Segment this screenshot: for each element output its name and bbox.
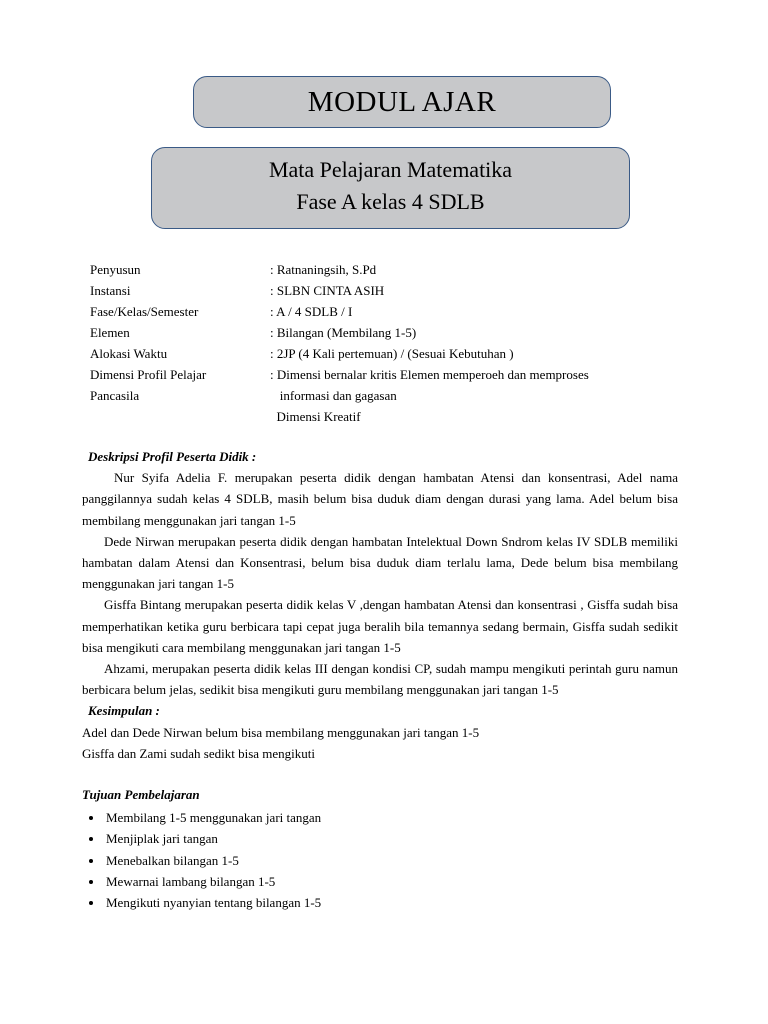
info-value: : A / 4 SDLB / I <box>270 304 353 319</box>
subject-line-1: Mata Pelajaran Matematika <box>268 157 513 182</box>
info-value: : Bilangan (Membilang 1-5) <box>270 325 417 340</box>
title-box <box>193 76 611 128</box>
info-label: Dimensi Profil Pelajar <box>90 367 207 382</box>
deskripsi-paragraph: Ahzami, merupakan peserta didik kelas III dengan kondisi CP, sudah mampu mengikuti perintah guru namun berbicara belum jelas, sedikit bisa mengikuti guru membilang menggunakan jari tangan 1-5 <box>82 661 678 698</box>
info-label: Fase/Kelas/Semester <box>90 304 199 319</box>
subject-line-2: Fase A kelas 4 SDLB <box>296 189 485 214</box>
info-label: Pancasila <box>90 388 140 403</box>
list-item: • Mengikuti nyanyian tentang bilangan 1-5 <box>104 892 678 913</box>
list-item: • Menebalkan bilangan 1-5 <box>104 850 678 871</box>
kesimpulan-line: Gisffa dan Zami sudah sedikt bisa mengikuti <box>82 745 315 761</box>
tujuan-list <box>82 807 678 913</box>
info-label: Elemen <box>90 325 130 340</box>
info-value: : Ratnaningsih, S.Pd <box>270 262 377 277</box>
info-value: informasi dan gagasan <box>270 388 397 403</box>
info-value: : SLBN CINTA ASIH <box>270 283 385 298</box>
deskripsi-heading: Deskripsi Profil Peserta Didik : <box>88 449 257 464</box>
list-item: • Mewarnai lambang bilangan 1-5 <box>104 871 678 892</box>
tujuan-heading: Tujuan Pembelajaran <box>82 787 200 803</box>
list-item: • Membilang 1-5 menggunakan jari tangan <box>104 807 678 828</box>
deskripsi-paragraph: Gisffa Bintang merupakan peserta didik kelas V ,dengan hambatan Atensi dan konsentrasi , Gisffa sudah bisa memperhatikan ketika guru berbicara tapi cepat juga beralih bila temannya sedang bermain, Gisffa sudah sedikit bisa mengikuti cara membilang menggunakan jari tangan 1-5 <box>82 597 678 655</box>
list-item: • Menjiplak jari tangan <box>104 828 678 849</box>
info-value: : 2JP (4 Kali pertemuan) / (Sesuai Kebutuhan ) <box>270 346 514 361</box>
kesimpulan-line: Adel dan Dede Nirwan belum bisa membilang menggunakan jari tangan 1-5 <box>82 724 480 740</box>
document-body <box>82 446 678 913</box>
info-value: Dimensi Kreatif <box>270 409 361 424</box>
subject-box <box>151 147 630 229</box>
deskripsi-paragraph: Dede Nirwan merupakan peserta didik dengan hambatan Intelektual Down Sndrom kelas IV SDLB memiliki hambatan dalam Atensi dan Konsentrasi, belum bisa duduk diam terlalu lama, Dede belum bisa membilang menggunakan jari tangan 1-5 <box>82 533 678 592</box>
info-label: Instansi <box>90 283 131 298</box>
info-label: Alokasi Waktu <box>90 346 168 361</box>
document-title: MODUL AJAR <box>307 86 497 118</box>
kesimpulan-heading: Kesimpulan : <box>88 703 160 719</box>
info-value: : Dimensi bernalar kritis Elemen memperoeh dan memproses <box>270 367 589 382</box>
info-label: Penyusun <box>90 262 141 277</box>
deskripsi-paragraph: Nur Syifa Adelia F. merupakan peserta didik dengan hambatan Atensi dan konsentrasi, Adel nama panggilannya sudah kelas 4 SDLB, masih belum bisa duduk diam dengan durasi yang lama. Adel belum bisa membilang menggunakan jari tangan 1-5 <box>82 470 678 528</box>
